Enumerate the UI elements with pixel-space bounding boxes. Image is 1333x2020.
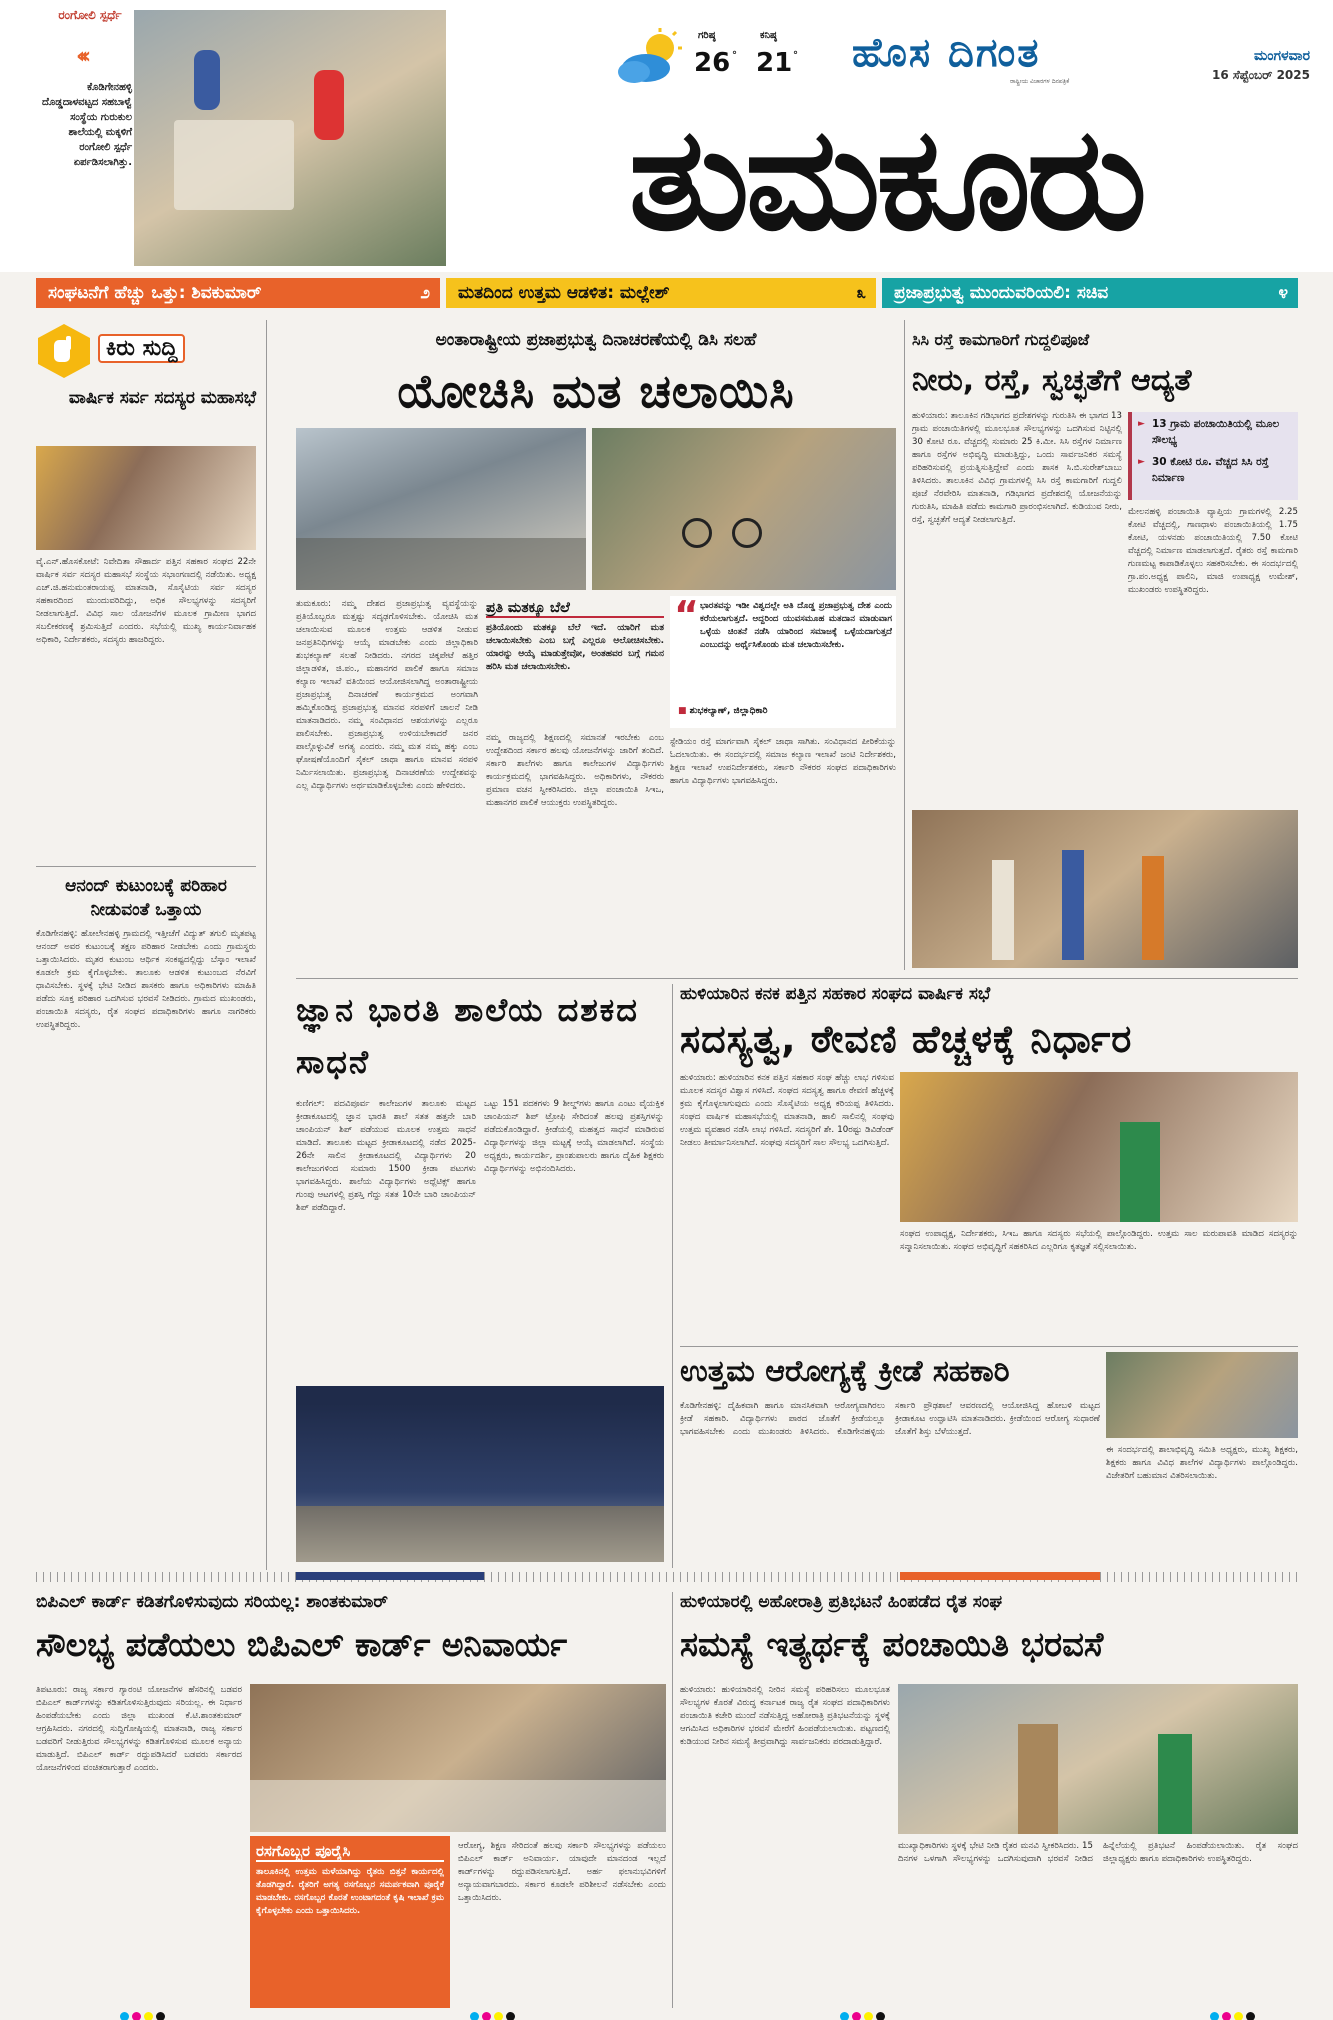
logo-tagline: ರಾಷ್ಟ್ರೀಯ ವಿಚಾರಗಳ ದಿನಪತ್ರಿಕೆ <box>1010 78 1070 85</box>
raita-kicker: ಹುಳಿಯಾರಲ್ಲಿ ಅಹೋರಾತ್ರಿ ಪ್ರತಿಭಟನೆ ಹಿಂಪಡೆದ ರೈತ ಸಂಘ <box>680 1592 1003 1612</box>
teaser-1[interactable]: ಸಂಘಟನೆಗೆ ಹೆಚ್ಚು ಒತ್ತು: ಶಿವಕುಮಾರ್ ೨ <box>36 278 440 308</box>
kiru-story1-body: ವೈ.ಎನ್.ಹೊಸಕೋಟೆ: ನಿವೇದಿತಾ ಸೌಹಾರ್ದ ಪತ್ತಿನ ಸಹಕಾರ ಸಂಘದ 22ನೇ ವಾರ್ಷಿಕ ಸರ್ವ ಸದಸ್ಯರ ಮಹಾಸಭೆ ಸಂಸ್ಥೆಯ ಸಭಾಂಗಣದಲ್ಲಿ ನಡೆಯಿತು. ಅಧ್ಯಕ್ಷ ಎಚ್.ಜಿ.ಹನುಮಂತರಾಯಪ್ಪ ಮಾತನಾಡಿ, ಸೊಸೈಟಿಯ ಸರ್ವ ಸದಸ್ಯರ ಸಹಕಾರದಿಂದ ಮುಂದುವರಿದಿದ್ದು, ಅಧಿಕ ಸೌಲಭ್ಯಗಳನ್ನು ಸದಸ್ಯರಿಗೆ ನೀಡಲಾಗುತ್ತಿದೆ. ವಿವಿಧ ಸಾಲ ಯೋಜನೆಗಳ ಮೂಲಕ ಗ್ರಾಮೀಣ ಭಾಗದ ಸಬಲೀಕರಣಕ್ಕೆ ಶ್ರಮಿಸುತ್ತಿದೆ ಎಂದರು. ಸಭೆಯಲ್ಲಿ ಮುಖ್ಯ ಕಾರ್ಯನಿರ್ವಾಹಕ ಅಧಿಕಾರಿ, ನಿರ್ದೇಶಕರು, ಸದಸ್ಯರು ಹಾಜರಿದ್ದರು. <box>36 557 256 645</box>
right-top-bullets: ► 13 ಗ್ರಾಮ ಪಂಚಾಯಿತಿಯಲ್ಲಿ ಮೂಲ ಸೌಲಭ್ಯ ► 30 ಕೋಟಿ ರೂ. ವೆಚ್ಚದ ಸಿಸಿ ರಸ್ತೆ ನಿರ್ಮಾಣ <box>1128 412 1298 500</box>
right-top-photo <box>912 810 1298 968</box>
chevron-left-icon: ‹‹‹ <box>76 44 86 69</box>
arogya-photo <box>1106 1352 1298 1438</box>
arogya-headline: ಉತ್ತಮ ಆರೋಗ್ಯಕ್ಕೆ ಕ್ರೀಡೆ ಸಹಕಾರಿ <box>680 1354 1010 1389</box>
bpl-box <box>250 1836 450 2008</box>
ear-label: ರಂಗೋಲಿ ಸ್ಪರ್ಧೆ <box>58 8 122 22</box>
kanaka-body: ಹುಳಿಯಾರು: ಹುಳಿಯಾರಿನ ಕನಕ ಪತ್ತಿನ ಸಹಕಾರ ಸಂಘ ಹೆಚ್ಚು ಲಾಭ ಗಳಿಸುವ ಮೂಲಕ ಸದಸ್ಯರ ವಿಶ್ವಾಸ ಗಳಿಸಿದೆ. ಸಂಘದ ಸದಸ್ಯತ್ವ ಹಾಗೂ ಠೇವಣಿ ಹೆಚ್ಚಳಕ್ಕೆ ಕ್ರಮ ಕೈಗೊಳ್ಳಲಾಗುವುದು ಎಂದು ಸೊಸೈಟಿಯ ಅಧ್ಯಕ್ಷ ಕರಿಯಪ್ಪ ತಿಳಿಸಿದರು. ಸಂಘದ ವಾರ್ಷಿಕ ಮಹಾಸಭೆಯಲ್ಲಿ ಮಾತನಾಡಿ, ಹಾಲಿ ಸಾಲಿನಲ್ಲಿ ಸಂಘವು ಉತ್ತಮ ವ್ಯವಹಾರ ನಡೆಸಿ ಲಾಭ ಗಳಿಸಿದೆ. ಸದಸ್ಯರಿಗೆ ಶೇ. 10ರಷ್ಟು ಡಿವಿಡೆಂಡ್ ನೀಡಲು ತೀರ್ಮಾನಿಸಲಾಗಿದೆ. ಸಂಘವು ಸದಸ್ಯರಿಗೆ ಸಾಲ ಸೌಲಭ್ಯ ಒದಗಿಸುತ್ತಿದೆ. <box>680 1073 894 1148</box>
lead-quote-by: ■ ಶುಭಕಲ್ಯಾಣ್, ಜಿಲ್ಲಾಧಿಕಾರಿ <box>678 706 768 716</box>
bpl-box-headline: ರಸಗೊಬ್ಬರ ಪೂರೈಸಿ <box>256 1842 444 1862</box>
teaser-2[interactable]: ಮತದಿಂದ ಉತ್ತಮ ಆಡಳಿತ: ಮಲ್ಲೇಶ್ ೩ <box>446 278 876 308</box>
jnana-body-col2: ಒಟ್ಟು 151 ಪದಕಗಳು 9 ಶೀಲ್ಡ್‌ಗಳು ಹಾಗೂ ಎಂಟು ವೈಯಕ್ತಿಕ ಚಾಂಪಿಯನ್ ಶಿಪ್ ಟ್ರೋಫಿ ಸೇರಿದಂತೆ ಹಲವು ಪ್ರಶಸ್ತಿಗಳನ್ನು ಪಡೆದುಕೊಂಡಿದ್ದಾರೆ. ಕ್ರೀಡೆಯಲ್ಲಿ ಮಹತ್ವದ ಸಾಧನೆ ಮಾಡಿರುವ ವಿದ್ಯಾರ್ಥಿಗಳನ್ನು ಜಿಲ್ಲಾ ಮಟ್ಟಕ್ಕೆ ಆಯ್ಕೆ ಮಾಡಲಾಗಿದೆ. ಸಂಸ್ಥೆಯ ಅಧ್ಯಕ್ಷರು, ಕಾರ್ಯದರ್ಶಿ, ಪ್ರಾಂಶುಪಾಲರು ಹಾಗೂ ದೈಹಿಕ ಶಿಕ್ಷಕರು ವಿದ್ಯಾರ್ಥಿಗಳನ್ನು ಅಭಿನಂದಿಸಿದರು. <box>484 1099 664 1174</box>
kiru-story1-photo <box>36 446 256 550</box>
arogya-body: ಕೊಡಿಗೇನಹಳ್ಳಿ: ದೈಹಿಕವಾಗಿ ಹಾಗೂ ಮಾನಸಿಕವಾಗಿ ಆರೋಗ್ಯವಾಗಿರಲು ಕ್ರೀಡೆ ಸಹಕಾರಿ. ವಿದ್ಯಾರ್ಥಿಗಳು ಪಾಠದ ಜೊತೆಗೆ ಕ್ರೀಡೆಯಲ್ಲೂ ಭಾಗವಹಿಸಬೇಕು ಎಂದು ಮುಖಂಡರು ತಿಳಿಸಿದರು. ಕೊಡಿಗೇನಹಳ್ಳಿಯ ಸರ್ಕಾರಿ ಪ್ರೌಢಶಾಲೆ ಆವರಣದಲ್ಲಿ ಆಯೋಜಿಸಿದ್ದ ಹೋಬಳಿ ಮಟ್ಟದ ಕ್ರೀಡಾಕೂಟ ಉದ್ಘಾಟಿಸಿ ಮಾತನಾಡಿದರು. ಕ್ರೀಡೆಯಿಂದ ಆರೋಗ್ಯ ಸುಧಾರಣೆ ಜೊತೆಗೆ ಶಿಸ್ತು ಬೆಳೆಯುತ್ತದೆ. <box>680 1401 1100 1437</box>
raita-photo <box>898 1684 1298 1834</box>
lead-box <box>486 600 664 722</box>
lead-body-col3: ಸ್ಟೇಡಿಯಂ ರಸ್ತೆ ಮಾರ್ಗವಾಗಿ ಸೈಕಲ್ ಜಾಥಾ ಸಾಗಿತು. ಸಂವಿಧಾನದ ಪೀಠಿಕೆಯನ್ನು ಓದಲಾಯಿತು. ಈ ಸಂದರ್ಭದಲ್ಲಿ ಸಮಾಜ ಕಲ್ಯಾಣ ಇಲಾಖೆ ಜಂಟಿ ನಿರ್ದೇಶಕರು, ಶಿಕ್ಷಣ ಇಲಾಖೆ ಉಪನಿರ್ದೇಶಕರು, ಸರ್ಕಾರಿ ನೌಕರರ ಸಂಘದ ಪದಾಧಿಕಾರಿಗಳು ಹಾಗೂ ವಿದ್ಯಾರ್ಥಿಗಳು ಭಾಗವಹಿಸಿದ್ದರು. <box>670 737 896 786</box>
right-top-body-col2: ಮೇಲನಹಳ್ಳಿ ಪಂಚಾಯಿತಿ ವ್ಯಾಪ್ತಿಯ ಗ್ರಾಮಗಳಲ್ಲಿ 2.25 ಕೋಟಿ ವೆಚ್ಚದಲ್ಲಿ, ಗಾಣಧಾಳು ಪಂಚಾಯಿತಿಯಲ್ಲಿ 1.75 ಕೋಟಿ, ಯಳನಡು ಪಂಚಾಯಿತಿಯಲ್ಲಿ 7.50 ಕೋಟಿ ವೆಚ್ಚದಲ್ಲಿ ನಿರ್ಮಾಣ ಮಾಡಲಾಗುತ್ತದೆ. ರೈತರು ರಸ್ತೆ ಕಾಮಗಾರಿ ಗುಣಮಟ್ಟ ಕಾಪಾಡಿಕೊಳ್ಳಲು ಸಹಕರಿಸಬೇಕು. ಈ ಸಂದರ್ಭದಲ್ಲಿ ಗ್ರಾ.ಪಂ.ಅಧ್ಯಕ್ಷ ಪಾಲಿನಿ, ಮಾಜಿ ಉಪಾಧ್ಯಕ್ಷ ಉಮೇಶ್, ಮುಖಂಡರು ಉಪಸ್ಥಿತರಿದ್ದರು. <box>1128 507 1298 595</box>
lead-quote: ಭಾರತವನ್ನು ಇಡೀ ವಿಶ್ವದಲ್ಲೇ ಅತಿ ದೊಡ್ಡ ಪ್ರಜಾಪ್ರಭುತ್ವ ದೇಶ ಎಂದು ಕರೆಯಲಾಗುತ್ತದೆ. ಆದ್ದರಿಂದ ಯುವಸಮೂಹ ಮತದಾನ ಮಾಡುವಾಗ ಒಳ್ಳೆಯ ಚಿಂತನೆ ನಡೆಸಿ ಯಾರಿಂದ ಸಮಾಜಕ್ಕೆ ಒಳ್ಳೆಯದಾಗುತ್ತದೆ ಎಂಬುದನ್ನು ಅರ್ಥೈಸಿಕೊಂಡು ಮತ ಚಲಾಯಿಸಬೇಕು. <box>700 601 892 650</box>
rangoli-photo <box>134 10 446 266</box>
section-divider <box>36 1572 1298 1582</box>
bpl-headline: ಸೌಲಭ್ಯ ಪಡೆಯಲು ಬಿಪಿಎಲ್ ಕಾರ್ಡ್ ಅನಿವಾರ್ಯ <box>36 1625 568 1664</box>
quote-icon: “ <box>674 593 699 637</box>
raita-body: ಹುಳಿಯಾರು: ಹುಳಿಯಾರಿನಲ್ಲಿ ನೀರಿನ ಸಮಸ್ಯೆ ಪರಿಹರಿಸಲು ಮೂಲಭೂತ ಸೌಲಭ್ಯಗಳ ಕೊರತೆ ವಿರುದ್ಧ ಕರ್ನಾಟಕ ರಾಜ್ಯ ರೈತ ಸಂಘದ ಪದಾಧಿಕಾರಿಗಳು ಪಂಚಾಯಿತಿ ಕಚೇರಿ ಮುಂದೆ ನಡೆಸುತ್ತಿದ್ದ ಅಹೋರಾತ್ರಿ ಪ್ರತಿಭಟನೆಯನ್ನು ಸ್ಥಳಕ್ಕೆ ಆಗಮಿಸಿದ ಅಧಿಕಾರಿಗಳ ಭರವಸೆ ಮೇರೆಗೆ ಹಿಂಪಡೆಯಲಾಯಿತು. ಪಟ್ಟಣದಲ್ಲಿ ಕುಡಿಯುವ ನೀರಿನ ಸಮಸ್ಯೆ ತೀವ್ರವಾಗಿದ್ದು ಸಾರ್ವಜನಿಕರು ಪರದಾಡುತ್ತಿದ್ದಾರೆ. <box>680 1685 890 1747</box>
lead-kicker: ಅಂತಾರಾಷ್ಟ್ರೀಯ ಪ್ರಜಾಪ್ರಭುತ್ವ ದಿನಾಚರಣೆಯಲ್ಲಿ ಡಿಸಿ ಸಲಹೆ <box>435 330 757 350</box>
lead-headline: ಯೋಚಿಸಿ ಮತ ಚಲಾಯಿಸಿ <box>397 364 795 418</box>
kanaka-kicker: ಹುಳಿಯಾರಿನ ಕನಕ ಪತ್ತಿನ ಸಹಕಾರ ಸಂಘದ ವಾರ್ಷಿಕ ಸಭೆ <box>680 984 991 1004</box>
jnana-headline: ಜ್ಞಾನ ಭಾರತಿ ಶಾಲೆಯ ದಶಕದ ಸಾಧನೆ <box>296 991 639 1081</box>
kiru-story2-headline: ಆನಂದ್ ಕುಟುಂಬಕ್ಕೆ ಪರಿಹಾರ ನೀಡುವಂತೆ ಒತ್ತಾಯ <box>65 876 227 920</box>
hand-icon <box>36 322 92 378</box>
raita-headline: ಸಮಸ್ಯೆ ಇತ್ಯರ್ಥಕ್ಕೆ ಪಂಚಾಯಿತಿ ಭರವಸೆ <box>680 1625 1104 1665</box>
kiru-story1-headline: ವಾರ್ಷಿಕ ಸರ್ವ ಸದಸ್ಯರ ಮಹಾಸಭೆ <box>68 388 256 408</box>
weekday: ಮಂಗಳವಾರ <box>1253 48 1310 64</box>
lead-photo-rally <box>296 428 586 590</box>
kiru-story2-body: ಕೊಡಿಗೇನಹಳ್ಳಿ: ಹೋಲೇನಹಳ್ಳಿ ಗ್ರಾಮದಲ್ಲಿ ಇತ್ತೀಚೆಗೆ ವಿದ್ಯುತ್ ತಗುಲಿ ಮೃತಪಟ್ಟ ಆನಂದ್ ಅವರ ಕುಟುಂಬಕ್ಕೆ ತಕ್ಷಣ ಪರಿಹಾರ ನೀಡಬೇಕು ಎಂದು ಗ್ರಾಮಸ್ಥರು ಒತ್ತಾಯಿಸಿದರು. ಮೃತರ ಕುಟುಂಬ ಆರ್ಥಿಕ ಸಂಕಷ್ಟದಲ್ಲಿದ್ದು ಬೆಸ್ಕಾಂ ಇಲಾಖೆ ಕೂಡಲೇ ಕ್ರಮ ಕೈಗೊಳ್ಳಬೇಕು. ತಾಲೂಕು ಆಡಳಿತ ಕುಟುಂಬದ ನೆರವಿಗೆ ಧಾವಿಸಬೇಕು. ಸ್ಥಳಕ್ಕೆ ಭೇಟಿ ನೀಡಿದ ಶಾಸಕರು ಹಾಗೂ ಅಧಿಕಾರಿಗಳು ಮಾಹಿತಿ ಪಡೆದು ಸೂಕ್ತ ಪರಿಹಾರ ಒದಗಿಸುವ ಭರವಸೆ ನೀಡಿದರು. ಗ್ರಾಮದ ಮುಖಂಡರು, ಪಂಚಾಯಿತಿ ಸದಸ್ಯರು, ರೈತ ಸಂಘದ ಪದಾಧಿಕಾರಿಗಳು ಹಾಗೂ ನಾಗರಿಕರು ಉಪಸ್ಥಿತರಿದ್ದರು. <box>36 929 256 1030</box>
weather-max: 26 <box>694 48 731 78</box>
weather-icon <box>616 28 686 84</box>
weather-max-label: ಗರಿಷ್ಠ <box>698 30 716 41</box>
print-register-dots <box>120 2006 168 2020</box>
right-top-kicker: ಸಿಸಿ ರಸ್ತೆ ಕಾಮಗಾರಿಗೆ ಗುದ್ದಲಿಪೂಜೆ <box>912 330 1090 349</box>
kanaka-body-col2: ಸಂಘದ ಉಪಾಧ್ಯಕ್ಷ, ನಿರ್ದೇಶಕರು, ಸಿಇಒ ಹಾಗೂ ಸದಸ್ಯರು ಸಭೆಯಲ್ಲಿ ಪಾಲ್ಗೊಂಡಿದ್ದರು. ಉತ್ತಮ ಸಾಲ ಮರುಪಾವತಿ ಮಾಡಿದ ಸದಸ್ಯರನ್ನು ಸನ್ಮಾನಿಸಲಾಯಿತು. ಸಂಘದ ಅಭಿವೃದ್ಧಿಗೆ ಸಹಕರಿಸಿದ ಎಲ್ಲರಿಗೂ ಕೃತಜ್ಞತೆ ಸಲ್ಲಿಸಲಾಯಿತು. <box>900 1229 1298 1252</box>
lead-box-headline: ಪ್ರತಿ ಮತಕ್ಕೂ ಬೆಲೆ <box>486 600 664 618</box>
teaser-strip <box>36 278 1298 308</box>
ear-caption: ಕೊಡಿಗೇನಹಳ್ಳಿ ದೊಡ್ಡದಾಳವಟ್ಟದ ಸಹಬಾಳ್ವೆ ಸಂಸ್ಥೆಯ ಗುರುಕುಲ ಶಾಲೆಯಲ್ಲಿ ಮಕ್ಕಳಿಗೆ ರಂಗೋಲಿ ಸ್ಪರ್ಧೆ ಏರ್ಪಡಿಸಲಾಗಿತ್ತು. <box>42 82 132 168</box>
lead-box-body: ಪ್ರತಿಯೊಂದು ಮತಕ್ಕೂ ಬೆಲೆ ಇದೆ. ಯಾರಿಗೆ ಮತ ಚಲಾಯಿಸಬೇಕು ಎಂಬ ಬಗ್ಗೆ ಎಲ್ಲರೂ ಆಲೋಚಿಸಬೇಕು. ಯಾರನ್ನು ಆಯ್ಕೆ ಮಾಡುತ್ತೇವೋ, ಅಂತಹವರ ಬಗ್ಗೆ ಗಮನ ಹರಿಸಿ ಮತ ಚಲಾಯಿಸಬೇಕು. <box>486 623 664 672</box>
issue-date: 16 ಸೆಪ್ಟೆಂಬರ್ 2025 <box>1211 68 1310 82</box>
lead-body: ತುಮಕೂರು: ನಮ್ಮ ದೇಶದ ಪ್ರಜಾಪ್ರಭುತ್ವ ವ್ಯವಸ್ಥೆಯನ್ನು ಪ್ರತಿಯೊಬ್ಬರೂ ಮತ್ತಷ್ಟು ಸದೃಢಗೊಳಿಸಬೇಕು. ಯೋಚಿಸಿ ಮತ ಚಲಾಯಿಸುವ ಮೂಲಕ ಉತ್ತಮ ಆಡಳಿತ ನೀಡುವ ಜನಪ್ರತಿನಿಧಿಗಳನ್ನು ಆಯ್ಕೆ ಮಾಡಬೇಕು ಎಂದು ಜಿಲ್ಲಾಧಿಕಾರಿ ಶುಭಕಲ್ಯಾಣ್ ಸಲಹೆ ನೀಡಿದರು. ನಗರದ ಚಿಕ್ಕಪೇಟೆ ಹತ್ತಿರ ಜಿಲ್ಲಾಡಳಿತ, ಜಿ.ಪಂ., ಮಹಾನಗರ ಪಾಲಿಕೆ ಹಾಗೂ ಸಮಾಜ ಕಲ್ಯಾಣ ಇಲಾಖೆ ವತಿಯಿಂದ ಆಯೋಜಿಸಲಾಗಿದ್ದ ಅಂತಾರಾಷ್ಟ್ರೀಯ ಪ್ರಜಾಪ್ರಭುತ್ವ ದಿನಾಚರಣೆ ಕಾರ್ಯಕ್ರಮದ ಅಂಗವಾಗಿ ಹಮ್ಮಿಕೊಂಡಿದ್ದ ಪ್ರಜಾಪ್ರಭುತ್ವ ಮಾನವ ಸರಪಳಿಗೆ ಚಾಲನೆ ನೀಡಿ ಮಾತನಾಡಿದರು. ನಮ್ಮ ಸಂವಿಧಾನದ ಆಶಯಗಳನ್ನು ಎಲ್ಲರೂ ಪಾಲಿಸಬೇಕು. ಪ್ರಜಾಪ್ರಭುತ್ವ ಉಳಿಯಬೇಕಾದರೆ ಜನರ ಪಾಲ್ಗೊಳ್ಳುವಿಕೆ ಅಗತ್ಯ ಎಂದರು. ನಮ್ಮ ಮತ ನಮ್ಮ ಹಕ್ಕು ಎಂಬ ಘೋಷಣೆಯೊಂದಿಗೆ ಸೈಕಲ್ ಜಾಥಾ ಹಾಗೂ ಮಾನವ ಸರಪಳಿ ನಿರ್ಮಿಸಲಾಯಿತು. ಪ್ರಜಾಪ್ರಭುತ್ವ ದಿನಾಚರಣೆಯ ಉದ್ದೇಶವನ್ನು ಎಲ್ಲ ವಿದ್ಯಾರ್ಥಿಗಳು ಅರ್ಥಮಾಡಿಕೊಳ್ಳಬೇಕು ಎಂದು ಹೇಳಿದರು. <box>296 599 478 791</box>
newspaper-logo[interactable]: ಹೊಸ ದಿಗಂತ <box>852 30 1041 76</box>
edition-title: ತುಮಕೂರು <box>628 97 1144 262</box>
teaser-3[interactable]: ಪ್ರಜಾಪ್ರಭುತ್ವ ಮುಂದುವರಿಯಲಿ: ಸಚಿವ ೪ <box>882 278 1298 308</box>
raita-body-col2: ಮುಖ್ಯಾಧಿಕಾರಿಗಳು ಸ್ಥಳಕ್ಕೆ ಭೇಟಿ ನೀಡಿ ರೈತರ ಮನವಿ ಸ್ವೀಕರಿಸಿದರು. 15 ದಿನಗಳ ಒಳಗಾಗಿ ಸೌಲಭ್ಯಗಳನ್ನು ಒದಗಿಸುವುದಾಗಿ ಭರವಸೆ ನೀಡಿದ ಹಿನ್ನೆಲೆಯಲ್ಲಿ ಪ್ರತಿಭಟನೆ ಹಿಂಪಡೆಯಲಾಯಿತು. ರೈತ ಸಂಘದ ಜಿಲ್ಲಾಧ್ಯಕ್ಷರು ಹಾಗೂ ಪದಾಧಿಕಾರಿಗಳು ಉಪಸ್ಥಿತರಿದ್ದರು. <box>898 1841 1298 1864</box>
lead-photo-cycle <box>592 428 896 590</box>
right-top-headline: ನೀರು, ರಸ್ತೆ, ಸ್ವಚ್ಛತೆಗೆ ಆದ್ಯತೆ <box>912 363 1192 398</box>
bpl-kicker: ಬಿಪಿಎಲ್ ಕಾರ್ಡ್ ಕಡಿತಗೊಳಿಸುವುದು ಸರಿಯಲ್ಲ: ಶಾಂತಕುಮಾರ್ <box>36 1592 388 1612</box>
right-top-body-cont <box>912 634 1122 804</box>
right-top-body: ಹುಳಿಯಾರು: ತಾಲೂಕಿನ ಗಡಿಭಾಗದ ಪ್ರದೇಶಗಳನ್ನು ಗುರುತಿಸಿ ಈ ಭಾಗದ 13 ಗ್ರಾಮ ಪಂಚಾಯಿತಿಗಳಲ್ಲಿ ಮೂಲಭೂತ ಸೌಲಭ್ಯಗಳನ್ನು ಒದಗಿಸುವ ನಿಟ್ಟಿನಲ್ಲಿ 30 ಕೋಟಿ ರೂ. ವೆಚ್ಚದಲ್ಲಿ ಸುಮಾರು 25 ಕಿ.ಮೀ. ಸಿಸಿ ರಸ್ತೆಗಳ ನಿರ್ಮಾಣ ಹಾಗೂ ರಸ್ತೆಗಳ ಅಭಿವೃದ್ಧಿ ಮಾಡುತ್ತಿದ್ದು, ಒಂದು ಸಾರ್ವಜನಿಕರ ಸಮಸ್ಯೆ ಪರಿಹರಿಸುವಲ್ಲಿ ಪ್ರಯತ್ನಿಸುತ್ತಿದ್ದೇವೆ ಎಂದು ಶಾಸಕ ಸಿ.ಬಿ.ಸುರೇಶ್‌ಬಾಬು ತಿಳಿಸಿದರು. ತಾಲೂಕಿನ ವಿವಿಧ ಗ್ರಾಮಗಳಲ್ಲಿ ಸಿಸಿ ರಸ್ತೆ ಕಾಮಗಾರಿಗೆ ಗುದ್ದಲಿ ಪೂಜೆ ನೆರವೇರಿಸಿ ಮಾತನಾಡಿ, ಗಡಿಭಾಗದ ಪ್ರದೇಶದಲ್ಲಿ ಯೋಜನೆಯನ್ನು ಗುರುತಿಸಿ, ಮಾಹಿತಿ ಪಡೆದು ಕಾಮಗಾರಿ ಪ್ರಾರಂಭಿಸಲಾಗಿದೆ. ಕುಡಿಯುವ ನೀರು, ರಸ್ತೆ, ಸ್ವಚ್ಛತೆಗೆ ಆದ್ಯತೆ ನೀಡಲಾಗುತ್ತಿದೆ. <box>912 411 1122 525</box>
kiru-suddi-logo: ಕಿರು ಸುದ್ದಿ <box>36 322 226 380</box>
arogya-body-col2: ಈ ಸಂದರ್ಭದಲ್ಲಿ ಶಾಲಾಭಿವೃದ್ಧಿ ಸಮಿತಿ ಅಧ್ಯಕ್ಷರು, ಮುಖ್ಯ ಶಿಕ್ಷಕರು, ಶಿಕ್ಷಕರು ಹಾಗೂ ವಿವಿಧ ಶಾಲೆಗಳ ವಿದ್ಯಾರ್ಥಿಗಳು ಪಾಲ್ಗೊಂಡಿದ್ದರು. ವಿಜೇತರಿಗೆ ಬಹುಮಾನ ವಿತರಿಸಲಾಯಿತು. <box>1106 1445 1298 1481</box>
lead-quote-box <box>670 593 896 728</box>
kanaka-headline: ಸದಸ್ಯತ್ವ, ಠೇವಣಿ ಹೆಚ್ಚಳಕ್ಕೆ ನಿರ್ಧಾರ <box>680 1017 1133 1061</box>
bpl-body: ತಿಪಟೂರು: ರಾಜ್ಯ ಸರ್ಕಾರ ಗ್ಯಾರಂಟಿ ಯೋಜನೆಗಳ ಹೆಸರಿನಲ್ಲಿ ಬಡವರ ಬಿಪಿಎಲ್ ಕಾರ್ಡ್‌ಗಳನ್ನು ಕಡಿತಗೊಳಿಸುತ್ತಿರುವುದು ಸರಿಯಲ್ಲ. ಈ ನಿರ್ಧಾರ ಹಿಂಪಡೆಯಬೇಕು ಎಂದು ಜಿಲ್ಲಾ ಮುಖಂಡ ಕೆ.ಟಿ.ಶಾಂತಕುಮಾರ್ ಆಗ್ರಹಿಸಿದರು. ನಗರದಲ್ಲಿ ಸುದ್ದಿಗೋಷ್ಠಿಯಲ್ಲಿ ಮಾತನಾಡಿ, ರಾಜ್ಯ ಸರ್ಕಾರ ಬಡವರಿಗೆ ನೀಡುತ್ತಿರುವ ಸೌಲಭ್ಯಗಳನ್ನು ಕಡಿತಗೊಳಿಸುವ ಮೂಲಕ ಅನ್ಯಾಯ ಮಾಡುತ್ತಿದೆ. ಬಿಪಿಎಲ್ ಕಾರ್ಡ್ ರದ್ದುಪಡಿಸಿದರೆ ಬಡವರು ಸರ್ಕಾರದ ಯೋಜನೆಗಳಿಂದ ವಂಚಿತರಾಗುತ್ತಾರೆ ಎಂದರು. <box>36 1685 242 1773</box>
weather-min-label: ಕನಿಷ್ಠ <box>760 30 777 41</box>
bpl-photo <box>250 1684 666 1832</box>
bpl-box-body: ತಾಲೂಕಿನಲ್ಲಿ ಉತ್ತಮ ಮಳೆಯಾಗಿದ್ದು ರೈತರು ಬಿತ್ತನೆ ಕಾರ್ಯದಲ್ಲಿ ತೊಡಗಿದ್ದಾರೆ. ರೈತರಿಗೆ ಅಗತ್ಯ ರಸಗೊಬ್ಬರ ಸಮರ್ಪಕವಾಗಿ ಪೂರೈಕೆ ಮಾಡಬೇಕು. ರಸಗೊಬ್ಬರ ಕೊರತೆ ಉಂಟಾಗದಂತೆ ಕೃಷಿ ಇಲಾಖೆ ಕ್ರಮ ಕೈಗೊಳ್ಳಬೇಕು ಎಂದು ಒತ್ತಾಯಿಸಿದರು. <box>256 1867 444 1916</box>
jnana-body: ಕುಣಿಗಲ್: ಪದವಿಪೂರ್ವ ಕಾಲೇಜುಗಳ ತಾಲೂಕು ಮಟ್ಟದ ಕ್ರೀಡಾಕೂಟದಲ್ಲಿ ಜ್ಞಾನ ಭಾರತಿ ಶಾಲೆ ಸತತ ಹತ್ತನೇ ಬಾರಿ ಚಾಂಪಿಯನ್ ಶಿಪ್ ಪಡೆಯುವ ಮೂಲಕ ಉತ್ತಮ ಸಾಧನೆ ಮಾಡಿದೆ. ತಾಲೂಕು ಮಟ್ಟದ ಕ್ರೀಡಾಕೂಟದಲ್ಲಿ ನಡೆದ 2025-26ನೇ ಸಾಲಿನ ಕ್ರೀಡಾಕೂಟದಲ್ಲಿ ವಿದ್ಯಾರ್ಥಿಗಳು 20 ಕಾಲೇಜುಗಳಿಂದ ಸುಮಾರು 1500 ಕ್ರೀಡಾ ಪಟುಗಳು ಭಾಗವಹಿಸಿದ್ದರು. ಶಾಲೆಯ ವಿದ್ಯಾರ್ಥಿಗಳು ಅಥ್ಲೆಟಿಕ್ಸ್ ಹಾಗೂ ಗುಂಪು ಆಟಗಳಲ್ಲಿ ಪ್ರಶಸ್ತಿ ಗೆದ್ದು ಸತತ 10ನೇ ಬಾರಿ ಚಾಂಪಿಯನ್ ಶಿಪ್ ಪಡೆದಿದ್ದಾರೆ. <box>296 1099 476 1213</box>
bpl-body-col2: ಆರೋಗ್ಯ, ಶಿಕ್ಷಣ ಸೇರಿದಂತೆ ಹಲವು ಸರ್ಕಾರಿ ಸೌಲಭ್ಯಗಳನ್ನು ಪಡೆಯಲು ಬಿಪಿಎಲ್ ಕಾರ್ಡ್ ಅನಿವಾರ್ಯ. ಯಾವುದೇ ಮಾನದಂಡ ಇಲ್ಲದೆ ಕಾರ್ಡ್‌ಗಳನ್ನು ರದ್ದುಪಡಿಸಲಾಗುತ್ತಿದೆ. ಅರ್ಹ ಫಲಾನುಭವಿಗಳಿಗೆ ಅನ್ಯಾಯವಾಗಬಾರದು. ಸರ್ಕಾರ ಕೂಡಲೇ ಪರಿಶೀಲನೆ ನಡೆಸಬೇಕು ಎಂದು ಒತ್ತಾಯಿಸಿದರು. <box>458 1841 666 1903</box>
kanaka-photo <box>900 1072 1298 1222</box>
lead-body-col2: ನಮ್ಮ ರಾಜ್ಯದಲ್ಲಿ ಶಿಕ್ಷಣದಲ್ಲಿ ಸಮಾನತೆ ಇರಬೇಕು ಎಂಬ ಉದ್ದೇಶದಿಂದ ಸರ್ಕಾರ ಹಲವು ಯೋಜನೆಗಳನ್ನು ಜಾರಿಗೆ ತಂದಿದೆ. ಸರ್ಕಾರಿ ಶಾಲೆಗಳು ಹಾಗೂ ಕಾಲೇಜುಗಳ ವಿದ್ಯಾರ್ಥಿಗಳು ಕಾರ್ಯಕ್ರಮದಲ್ಲಿ ಭಾಗವಹಿಸಿದ್ದರು. ಅಧಿಕಾರಿಗಳು, ನೌಕರರು ಪ್ರಮಾಣ ವಚನ ಸ್ವೀಕರಿಸಿದರು. ಜಿಲ್ಲಾ ಪಂಚಾಯಿತಿ ಸಿಇಒ, ಮಹಾನಗರ ಪಾಲಿಕೆ ಆಯುಕ್ತರು ಉಪಸ್ಥಿತರಿದ್ದರು. <box>486 733 664 808</box>
jnana-group-photo <box>296 1386 664 1562</box>
weather-min: 21 <box>756 48 793 78</box>
